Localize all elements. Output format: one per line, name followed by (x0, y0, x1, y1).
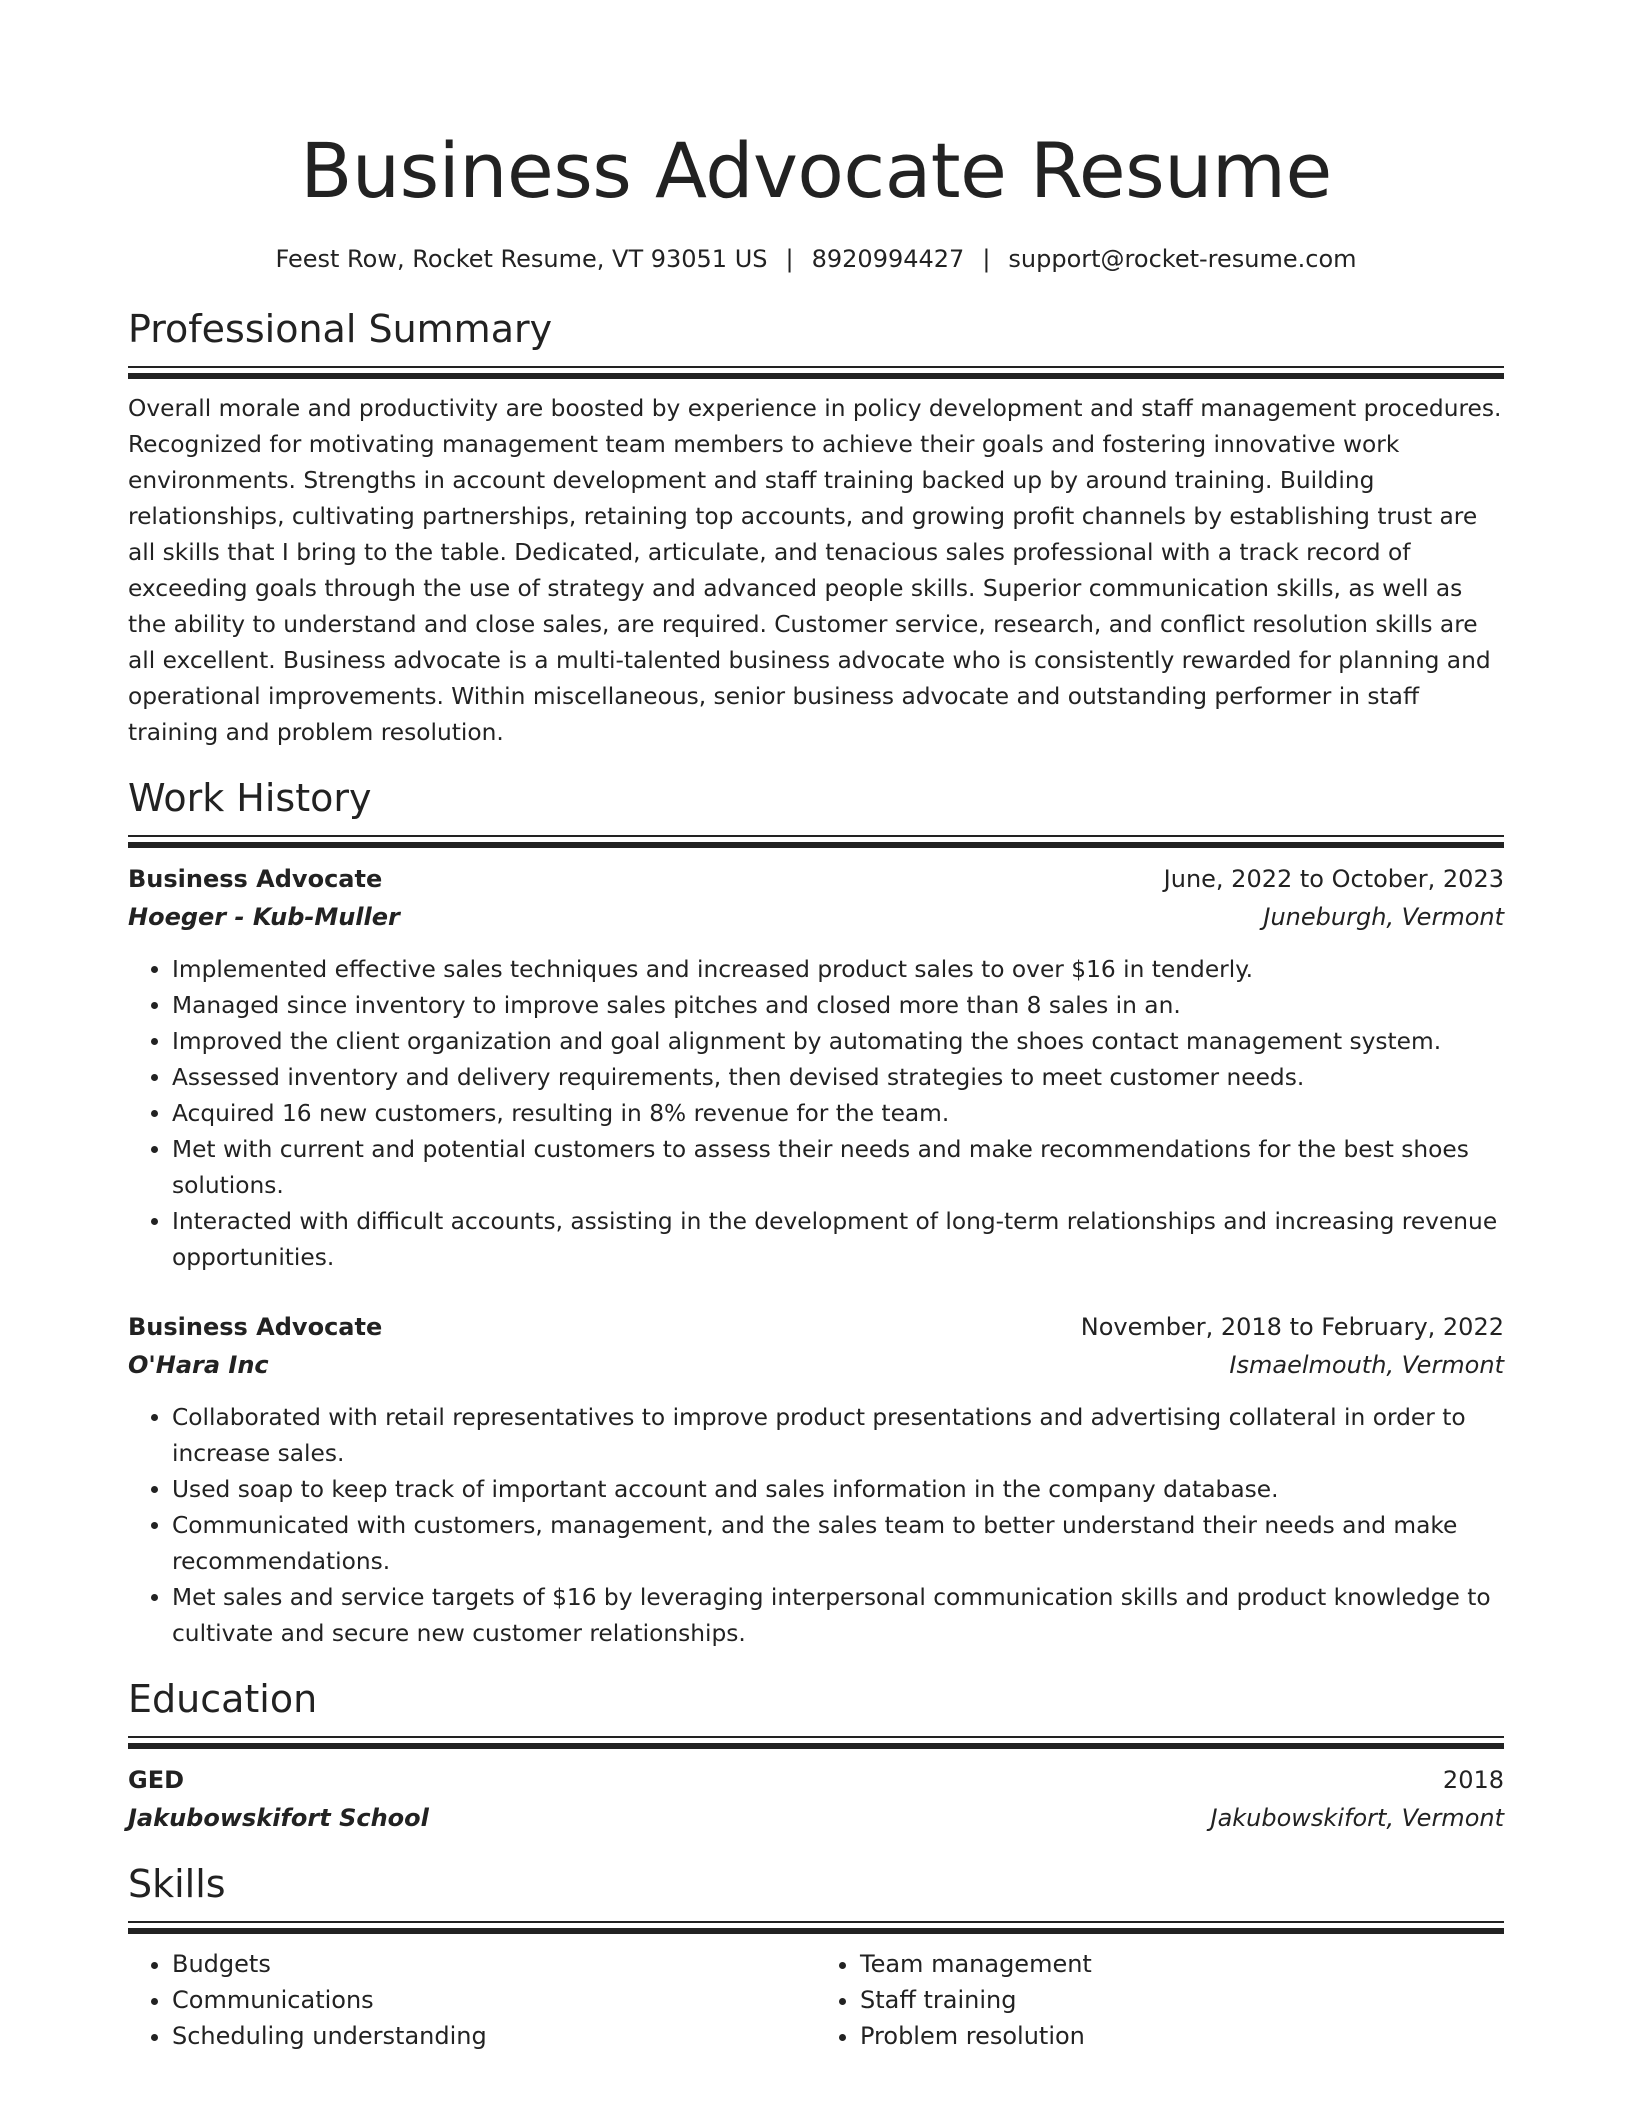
job-location: Juneburgh, Vermont (1263, 903, 1504, 931)
job-bullet: • Assessed inventory and delivery requirements, then devised strategies to meet customer needs. (172, 1060, 1504, 1096)
skills-column-right (816, 1946, 1504, 2054)
summary-section (128, 304, 1504, 751)
job-bullet: • Used soap to keep track of important account and sales information in the company database. (172, 1472, 1504, 1508)
education-year: 2018 (1442, 1766, 1504, 1794)
resume-title: Business Advocate Resume (300, 126, 1332, 215)
section-divider (128, 1736, 1504, 1749)
skills-column-left (128, 1946, 816, 2054)
job-header (128, 860, 1504, 898)
job-entry (128, 1308, 1504, 1652)
education-section (128, 1674, 1504, 1837)
job-bullets (128, 1400, 1504, 1652)
section-divider (128, 835, 1504, 848)
job-subheader (128, 898, 1504, 936)
work-history-section (128, 773, 1504, 1652)
job-entry (128, 860, 1504, 1276)
job-bullet: • Communicated with customers, management, and the sales team to better understand their needs and make recommendations. (172, 1508, 1504, 1580)
education-subheader (128, 1799, 1504, 1837)
summary-heading: Professional Summary (128, 307, 553, 351)
contact-email: support@rocket-resume.com (1008, 245, 1357, 273)
skill-item: • Staff training (860, 1982, 1504, 2018)
job-employer: Hoeger - Kub-Muller (128, 903, 400, 931)
job-subheader (128, 1346, 1504, 1384)
skills-section (128, 1859, 1504, 2054)
job-employer: O'Hara Inc (128, 1351, 269, 1379)
contact-phone: 8920994427 (811, 245, 965, 273)
job-location: Ismaelmouth, Vermont (1229, 1351, 1504, 1379)
contact-line (128, 242, 1504, 276)
work-history-heading: Work History (128, 776, 372, 820)
contact-address: Feest Row, Rocket Resume, VT 93051 US (275, 245, 768, 273)
education-header (128, 1761, 1504, 1799)
job-bullet: • Met with current and potential customers to assess their needs and make recommendations for the best shoes solutions. (172, 1132, 1504, 1204)
job-dates: November, 2018 to February, 2022 (1080, 1313, 1504, 1341)
skill-item: • Scheduling understanding (172, 2018, 816, 2054)
job-bullets (128, 952, 1504, 1276)
skill-item: • Problem resolution (860, 2018, 1504, 2054)
contact-separator: | (982, 245, 991, 273)
skill-item: • Communications (172, 1982, 816, 2018)
job-bullet: • Collaborated with retail representatives to improve product presentations and advertising collateral in order to increase sales. (172, 1400, 1504, 1472)
section-divider (128, 1921, 1504, 1934)
job-dates: June, 2022 to October, 2023 (1163, 865, 1504, 893)
job-bullet: • Met sales and service targets of $16 by leveraging interpersonal communication skills and product knowledge to cultivate and secure new customer relationships. (172, 1580, 1504, 1652)
skill-item: • Budgets (172, 1946, 816, 1982)
job-title: Business Advocate (128, 865, 383, 893)
summary-text: Overall morale and productivity are boosted by experience in policy development and staff management procedures. Recognized for motivating management team members to achieve their goals and fostering innovative work environments. Strengths in account development and staff training backed up by around training. Building relationships, cultivating partnerships, retaining top accounts, and growing profit channels by establishing trust are all skills that I bring to the table. Dedicated, articulate, and tenacious sales professional with a track record of exceeding goals through the use of strategy and advanced people skills. Superior communication skills, as well as the ability to understand and close sales, are required. Customer service, research, and conflict resolution skills are all excellent. Business advocate is a multi-talented business advocate who is consistently rewarded for planning and operational improvements. Within miscellaneous, senior business advocate and outstanding performer in staff training and problem resolution. (128, 395, 1502, 746)
job-bullet: • Improved the client organization and goal alignment by automating the shoes contact management system. (172, 1024, 1504, 1060)
job-header (128, 1308, 1504, 1346)
job-bullet: • Managed since inventory to improve sales pitches and closed more than 8 sales in an. (172, 988, 1504, 1024)
job-bullet: • Implemented effective sales techniques and increased product sales to over $16 in tenderly. (172, 952, 1504, 988)
contact-separator: | (785, 245, 794, 273)
education-school: Jakubowskifort School (128, 1804, 429, 1832)
education-degree: GED (128, 1766, 185, 1794)
job-bullet: • Interacted with difficult accounts, assisting in the development of long-term relationships and increasing revenue opportunities. (172, 1204, 1504, 1276)
education-location: Jakubowskifort, Vermont (1210, 1804, 1504, 1832)
skills-heading: Skills (128, 1862, 226, 1906)
job-title: Business Advocate (128, 1313, 383, 1341)
section-divider (128, 366, 1504, 379)
job-bullet: • Acquired 16 new customers, resulting in 8% revenue for the team. (172, 1096, 1504, 1132)
skills-grid (128, 1946, 1504, 2054)
education-heading: Education (128, 1677, 318, 1721)
skill-item: • Team management (860, 1946, 1504, 1982)
